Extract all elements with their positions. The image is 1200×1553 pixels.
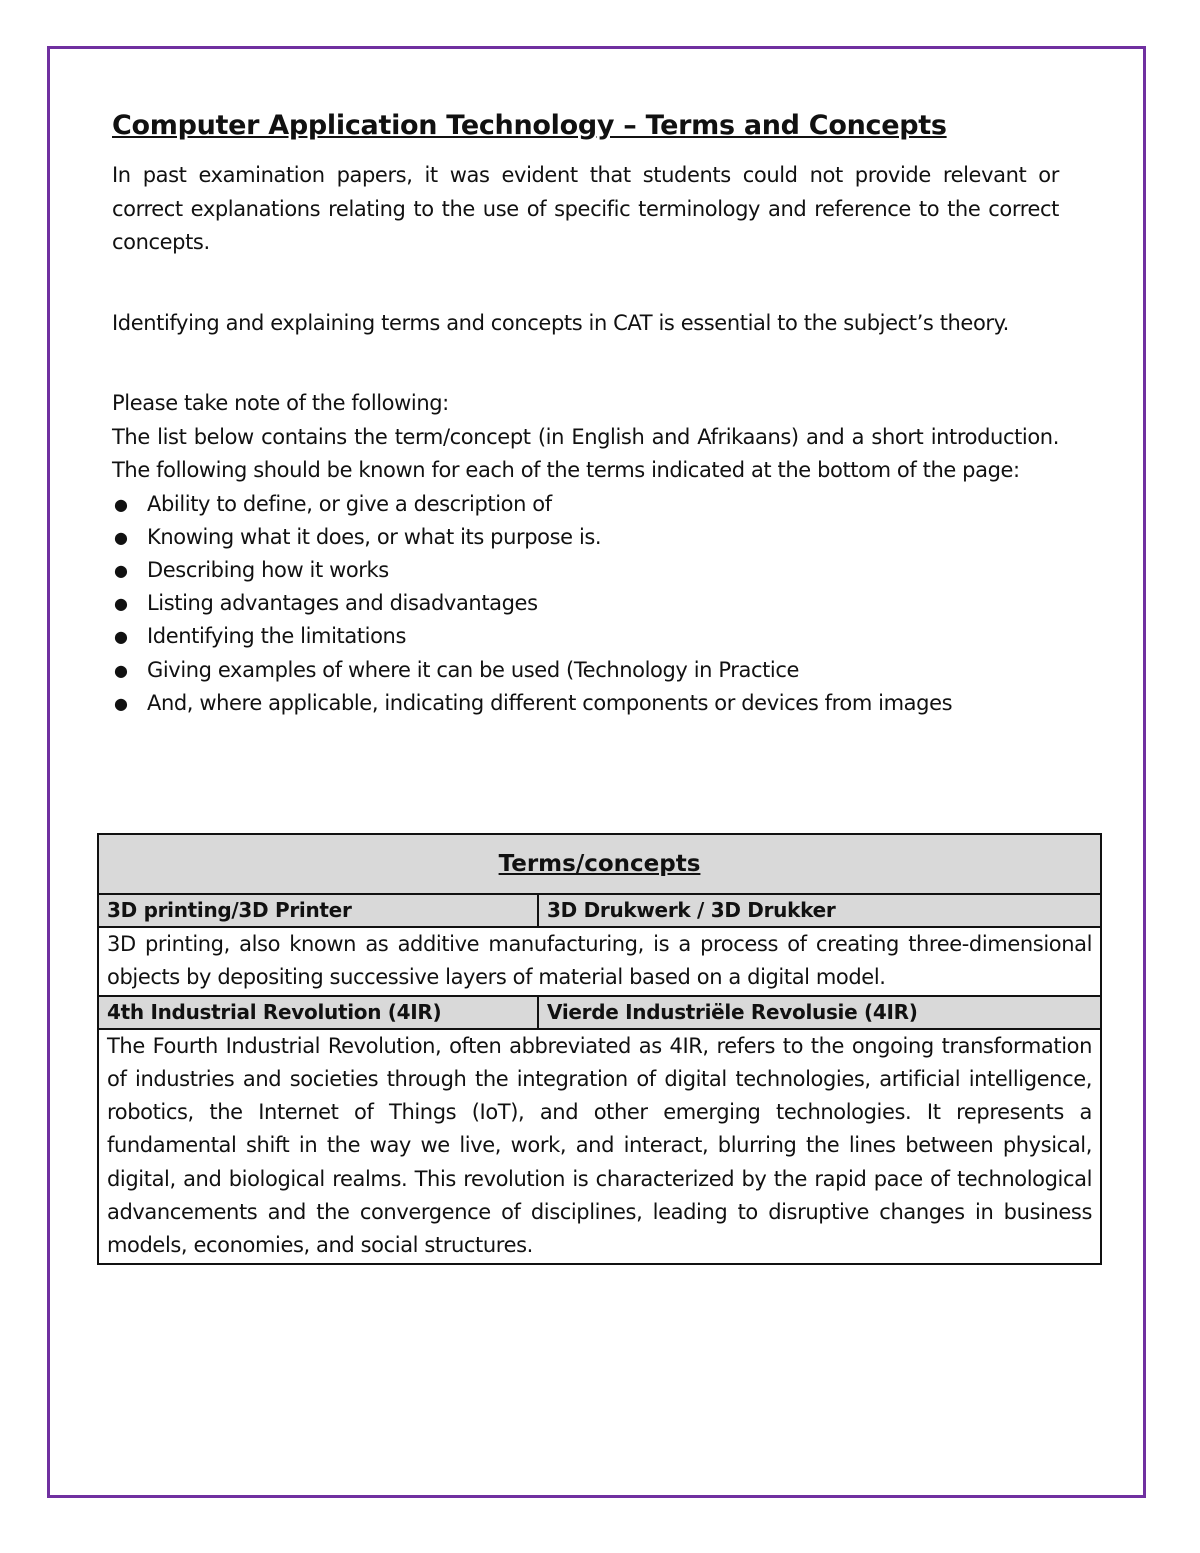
bullet-icon: ● xyxy=(114,560,128,580)
table-heading: Terms/concepts xyxy=(98,834,1101,894)
table-heading-row xyxy=(98,834,1101,894)
list-item: ● Giving examples of where it can be used (Technology in Practice xyxy=(112,654,1059,687)
bullet-icon: ● xyxy=(114,660,128,680)
note-heading: Please take note of the following: xyxy=(112,391,449,415)
term-afrikaans: 3D Drukwerk / 3D Drukker xyxy=(538,894,1101,927)
term-afrikaans: Vierde Industriële Revolusie (4IR) xyxy=(538,996,1101,1029)
table-row xyxy=(98,894,1101,927)
list-item: ● Identifying the limitations xyxy=(112,620,1059,653)
document-title: Computer Application Technology – Terms and Concepts xyxy=(112,110,947,141)
list-item: ● Ability to define, or give a description of xyxy=(112,488,1059,521)
bullet-icon: ● xyxy=(114,627,128,647)
list-item: ● Listing advantages and disadvantages xyxy=(112,587,1059,620)
bullet-icon: ● xyxy=(114,527,128,547)
term-description: The Fourth Industrial Revolution, often abbreviated as 4IR, refers to the ongoing transformation of industries and societies through the integration of digital technologies, artificial intelligence, robotics, the Internet of Things (IoT), and other emerging technologies. It represents a fundamental shift in the way we live, work, and interact, blurring the lines between physical, digital, and biological realms. This revolution is characterized by the rapid pace of technological advancements and the convergence of disciplines, leading to disruptive changes in business models, economies, and social structures. xyxy=(98,1029,1101,1264)
bullet-icon: ● xyxy=(114,494,128,514)
table-row xyxy=(98,1029,1101,1264)
table-row xyxy=(98,996,1101,1029)
requirements-list xyxy=(112,488,1059,720)
list-item: ● And, where applicable, indicating different components or devices from images xyxy=(112,687,1059,720)
bullet-icon: ● xyxy=(114,594,128,614)
intro-paragraph-2: Identifying and explaining terms and concepts in CAT is essential to the subject’s theory. xyxy=(112,310,1009,335)
terms-table xyxy=(97,833,1102,1265)
bullet-icon: ● xyxy=(114,693,128,713)
list-item: ● Knowing what it does, or what its purpose is. xyxy=(112,521,1059,554)
term-english: 3D printing/3D Printer xyxy=(98,894,538,927)
table-row xyxy=(98,927,1101,996)
document-body xyxy=(112,110,1059,720)
list-item: ● Describing how it works xyxy=(112,554,1059,587)
term-description: 3D printing, also known as additive manufacturing, is a process of creating three-dimensional objects by depositing successive layers of material based on a digital model. xyxy=(98,927,1101,996)
note-paragraph: The list below contains the term/concept (in English and Afrikaans) and a short introduction. The following should be known for each of the terms indicated at the bottom of the page: xyxy=(112,424,1059,482)
term-english: 4th Industrial Revolution (4IR) xyxy=(98,996,538,1029)
intro-paragraph-1: In past examination papers, it was evident that students could not provide relevant or correct explanations relating to the use of specific terminology and reference to the correct concepts. xyxy=(112,163,1059,254)
